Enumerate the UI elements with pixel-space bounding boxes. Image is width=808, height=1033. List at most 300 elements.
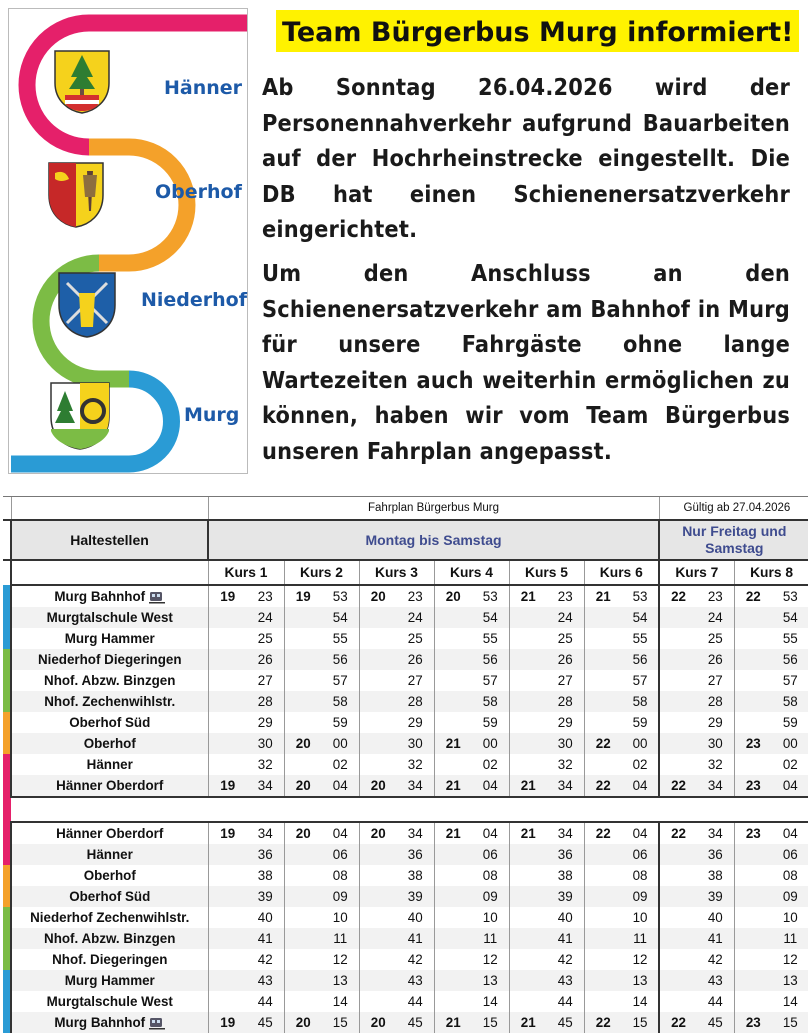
time-cell [434,886,472,907]
time-cell: 04 [622,822,659,844]
stop-label: Hänner Oberdorf [56,778,164,793]
stop-name [11,1012,208,1033]
time-cell [734,691,772,712]
time-cell [359,865,397,886]
time-cell: 34 [697,775,734,797]
time-cell: 43 [247,970,284,991]
time-cell: 32 [407,757,423,772]
time-cell: 56 [772,649,808,670]
route-color-bar [3,991,11,1012]
time-cell [584,691,622,712]
town-logo-panel [8,8,248,474]
time-cell: 34 [697,822,734,844]
time-cell [734,844,772,865]
time-cell [734,712,772,733]
time-cell: 09 [772,886,808,907]
time-cell [359,991,397,1012]
time-cell: 44 [707,994,723,1009]
time-cell [359,949,397,970]
table-row [3,865,808,886]
time-cell: 26 [697,649,734,670]
time-cell: 20 [284,1012,322,1033]
time-cell [734,928,772,949]
time-cell [509,907,547,928]
time-cell [359,844,397,865]
time-cell [584,886,622,907]
time-cell: 29 [407,715,423,730]
time-cell [584,907,622,928]
time-cell: 38 [407,868,423,883]
time-cell: 29 [557,715,573,730]
time-cell: 57 [772,670,808,691]
time-cell: 14 [632,994,648,1009]
time-cell: 41 [397,928,434,949]
time-cell: 42 [557,952,573,967]
time-cell: 09 [472,886,509,907]
time-cell: 41 [547,928,584,949]
time-cell [659,649,697,670]
stop-name [11,991,208,1012]
table-row [3,628,808,649]
time-cell: 12 [772,949,808,970]
time-cell: 43 [697,970,734,991]
time-cell: 24 [697,607,734,628]
route-color-bar [3,949,11,970]
stop-name [11,970,208,991]
time-cell [659,970,697,991]
time-cell: 32 [707,757,723,772]
time-cell [208,628,247,649]
time-cell [509,970,547,991]
train-station-icon [149,1017,165,1030]
time-cell: 20 [434,585,472,607]
time-cell: 19 [208,775,247,797]
time-cell: 19 [284,585,322,607]
time-cell: 41 [697,928,734,949]
route-color-bar [3,628,11,649]
time-cell: 39 [247,886,284,907]
time-cell: 00 [772,733,808,754]
time-cell: 58 [772,691,808,712]
table-row [3,607,808,628]
time-cell [509,844,547,865]
time-cell [434,670,472,691]
stop-label: Niederhof Diegeringen [37,652,182,667]
time-cell: 24 [547,607,584,628]
kurs-header-3: Kurs 3 [359,560,434,585]
time-cell [284,991,322,1012]
time-cell: 21 [434,775,472,797]
time-cell: 04 [322,822,359,844]
time-cell [434,949,472,970]
time-cell [284,670,322,691]
time-cell: 45 [397,1012,434,1033]
time-cell [208,649,247,670]
time-cell: 53 [472,585,509,607]
table-row [3,1012,808,1033]
time-cell [208,670,247,691]
time-cell: 42 [707,952,723,967]
table-row [3,928,808,949]
time-cell: 25 [557,631,573,646]
stops-header: Haltestellen [11,520,208,560]
time-cell: 59 [332,715,348,730]
stop-name [11,822,208,844]
stop-name [11,607,208,628]
route-color-bar [3,585,11,607]
time-cell: 56 [322,649,359,670]
time-cell [509,928,547,949]
time-cell: 21 [434,1012,472,1033]
time-cell [434,928,472,949]
time-cell [359,628,397,649]
table-row [3,754,808,775]
time-cell [659,928,697,949]
town-label-haenner: Hänner [164,77,243,99]
time-cell [734,949,772,970]
time-cell [284,712,322,733]
stop-label: Hänner [86,847,133,862]
stop-name [11,754,208,775]
time-cell: 57 [332,673,348,688]
time-cell: 19 [208,585,247,607]
town-label-murg: Murg [184,404,240,426]
time-cell: 21 [509,822,547,844]
time-cell: 15 [622,1012,659,1033]
time-cell [734,886,772,907]
group-fri-sat-header: Nur Freitag und Samstag [659,520,808,560]
table-row [3,822,808,844]
time-cell: 02 [332,757,348,772]
time-cell: 13 [772,970,808,991]
table-row [3,775,808,797]
valid-from-label: Gültig ab 27.04.2026 [659,497,808,521]
time-cell: 11 [772,928,808,949]
stop-label: Oberhof [83,868,136,883]
route-color-bar [3,822,11,844]
time-cell: 22 [659,1012,697,1033]
time-cell: 21 [434,822,472,844]
time-cell [359,670,397,691]
time-cell: 53 [622,585,659,607]
time-cell: 30 [697,733,734,754]
kurs-header-7: Kurs 7 [659,560,734,585]
table-row [3,886,808,907]
time-cell [434,712,472,733]
stop-name [11,649,208,670]
stop-name [11,733,208,754]
time-cell [208,928,247,949]
time-cell [434,991,472,1012]
time-cell [509,754,547,775]
time-cell: 15 [772,1012,808,1033]
section-gap [11,797,808,822]
time-cell [659,865,697,886]
time-cell: 06 [322,844,359,865]
time-cell: 34 [397,822,434,844]
time-cell: 22 [584,775,622,797]
time-cell: 55 [482,631,498,646]
time-cell [509,691,547,712]
time-cell: 23 [247,585,284,607]
time-cell: 21 [509,1012,547,1033]
time-cell: 28 [397,691,434,712]
time-cell: 30 [547,733,584,754]
time-cell: 21 [434,733,472,754]
time-cell: 10 [772,907,808,928]
time-cell: 22 [659,775,697,797]
time-cell: 36 [697,844,734,865]
time-cell: 38 [257,868,273,883]
time-cell [584,928,622,949]
time-cell: 22 [584,1012,622,1033]
time-cell: 04 [472,822,509,844]
time-cell: 10 [332,910,348,925]
time-cell: 02 [772,754,808,775]
time-cell: 42 [407,952,423,967]
time-cell [208,949,247,970]
time-cell [584,607,622,628]
route-color-bar [3,886,11,907]
stop-name [11,907,208,928]
time-cell: 43 [397,970,434,991]
time-cell: 59 [482,715,498,730]
time-cell [434,649,472,670]
time-cell [584,991,622,1012]
time-cell [584,865,622,886]
time-cell: 10 [632,910,648,925]
stop-name [11,928,208,949]
time-cell [359,970,397,991]
stop-label: Nhof. Zechenwihlstr. [44,694,176,709]
time-cell: 34 [547,775,584,797]
time-cell: 39 [697,886,734,907]
time-cell [509,949,547,970]
time-cell: 45 [697,1012,734,1033]
notice-headline: Team Bürgerbus Murg informiert! [276,10,799,52]
time-cell [509,865,547,886]
time-cell [509,628,547,649]
stop-name [11,691,208,712]
kurs-header-empty [11,560,208,585]
time-cell: 34 [397,775,434,797]
group-mon-sat-header: Montag bis Samstag [208,520,659,560]
time-cell: 32 [257,757,273,772]
time-cell [284,691,322,712]
train-station-icon [149,591,165,604]
time-cell [208,970,247,991]
route-color-bar [3,775,11,797]
time-cell: 54 [622,607,659,628]
time-cell: 04 [322,775,359,797]
header-empty [11,497,208,521]
time-cell: 43 [547,970,584,991]
time-cell [659,712,697,733]
time-cell: 30 [397,733,434,754]
time-cell: 12 [482,952,498,967]
time-cell: 22 [584,733,622,754]
table-row [3,691,808,712]
time-cell: 25 [257,631,273,646]
time-cell [659,844,697,865]
time-cell [284,907,322,928]
header-bar [3,497,11,521]
murg-crest-icon [49,381,111,451]
stop-name [11,712,208,733]
time-cell [734,991,772,1012]
stop-label: Oberhof Süd [69,715,151,730]
time-cell [359,928,397,949]
time-cell: 29 [257,715,273,730]
time-cell [359,907,397,928]
oberhof-crest-icon [47,161,105,229]
time-cell: 40 [407,910,423,925]
time-cell [284,928,322,949]
time-cell [734,907,772,928]
kurs-header-4: Kurs 4 [434,560,509,585]
time-cell [208,754,247,775]
time-cell: 08 [632,868,648,883]
time-cell [734,670,772,691]
time-cell: 12 [332,952,348,967]
time-cell: 23 [547,585,584,607]
time-cell: 54 [772,607,808,628]
stop-label: Hänner Oberdorf [56,826,164,841]
stop-name [11,865,208,886]
time-cell: 12 [632,952,648,967]
time-cell [284,949,322,970]
kurs-header-8: Kurs 8 [734,560,808,585]
time-cell [509,607,547,628]
time-cell: 15 [322,1012,359,1033]
time-cell [208,712,247,733]
time-cell [659,886,697,907]
time-cell [659,754,697,775]
time-cell [584,949,622,970]
time-cell: 54 [322,607,359,628]
time-cell: 23 [734,733,772,754]
route-color-bar [3,970,11,991]
time-cell [359,712,397,733]
time-cell: 00 [622,733,659,754]
notice-paragraph-1: Ab Sonntag 26.04.2026 wird der Personennahverkehr aufgrund Bauarbeiten auf der Hochrheinstrecke eingestellt. Die DB hat einen Schienenersatzverkehr eingerichtet. [262,74,790,243]
time-cell: 20 [284,733,322,754]
time-cell: 56 [472,649,509,670]
timetable-title: Fahrplan Bürgerbus Murg [208,497,659,521]
time-cell: 20 [359,822,397,844]
time-cell: 21 [509,775,547,797]
time-cell [509,991,547,1012]
time-cell: 04 [772,775,808,797]
route-color-bar [3,733,11,754]
time-cell: 28 [247,691,284,712]
time-cell [659,949,697,970]
kurs-header-6: Kurs 6 [584,560,659,585]
time-cell [509,649,547,670]
time-cell [659,691,697,712]
route-color-bar [3,754,11,775]
stop-name [11,775,208,797]
time-cell [584,712,622,733]
stop-label: Nhof. Abzw. Binzgen [44,673,176,688]
time-cell: 06 [772,844,808,865]
kurs-header-5: Kurs 5 [509,560,584,585]
time-cell [659,991,697,1012]
time-cell: 00 [322,733,359,754]
time-cell: 36 [547,844,584,865]
stop-name [11,628,208,649]
table-row [3,585,808,607]
time-cell: 19 [208,1012,247,1033]
time-cell: 34 [547,822,584,844]
time-cell: 21 [509,585,547,607]
stop-name [11,949,208,970]
table-row [3,670,808,691]
stop-label: Murgtalschule West [46,610,173,625]
stop-label: Nhof. Abzw. Binzgen [44,931,176,946]
time-cell: 02 [482,757,498,772]
time-cell [659,628,697,649]
time-cell: 20 [359,1012,397,1033]
stop-label: Murg Hammer [64,973,155,988]
haenner-crest-icon [53,49,111,115]
time-cell: 38 [557,868,573,883]
time-cell: 44 [407,994,423,1009]
time-cell [359,754,397,775]
time-cell: 55 [772,628,808,649]
time-cell: 20 [359,585,397,607]
time-cell [208,844,247,865]
time-cell: 20 [284,775,322,797]
time-cell: 40 [707,910,723,925]
time-cell [434,691,472,712]
time-cell: 23 [734,822,772,844]
time-cell [434,607,472,628]
stop-name [11,585,208,607]
time-cell [359,607,397,628]
time-cell [659,733,697,754]
time-cell: 38 [707,868,723,883]
stop-label: Murg Bahnhof [54,1015,146,1030]
time-cell [434,970,472,991]
time-cell: 24 [397,607,434,628]
time-cell: 23 [734,1012,772,1033]
time-cell: 59 [772,712,808,733]
time-cell: 22 [734,585,772,607]
time-cell [434,844,472,865]
time-cell [359,733,397,754]
time-cell [284,628,322,649]
stop-label: Hänner [86,757,133,772]
table-row [3,970,808,991]
header-bar [3,560,11,585]
time-cell [434,865,472,886]
time-cell [734,607,772,628]
timetable [3,496,808,1033]
time-cell [359,649,397,670]
route-color-bar [3,670,11,691]
time-cell: 56 [622,649,659,670]
time-cell: 22 [584,822,622,844]
time-cell: 54 [472,607,509,628]
time-cell [434,907,472,928]
time-cell [284,844,322,865]
time-cell [208,907,247,928]
stop-label: Murg Hammer [64,631,155,646]
time-cell: 26 [547,649,584,670]
time-cell: 09 [322,886,359,907]
time-cell: 53 [772,585,808,607]
